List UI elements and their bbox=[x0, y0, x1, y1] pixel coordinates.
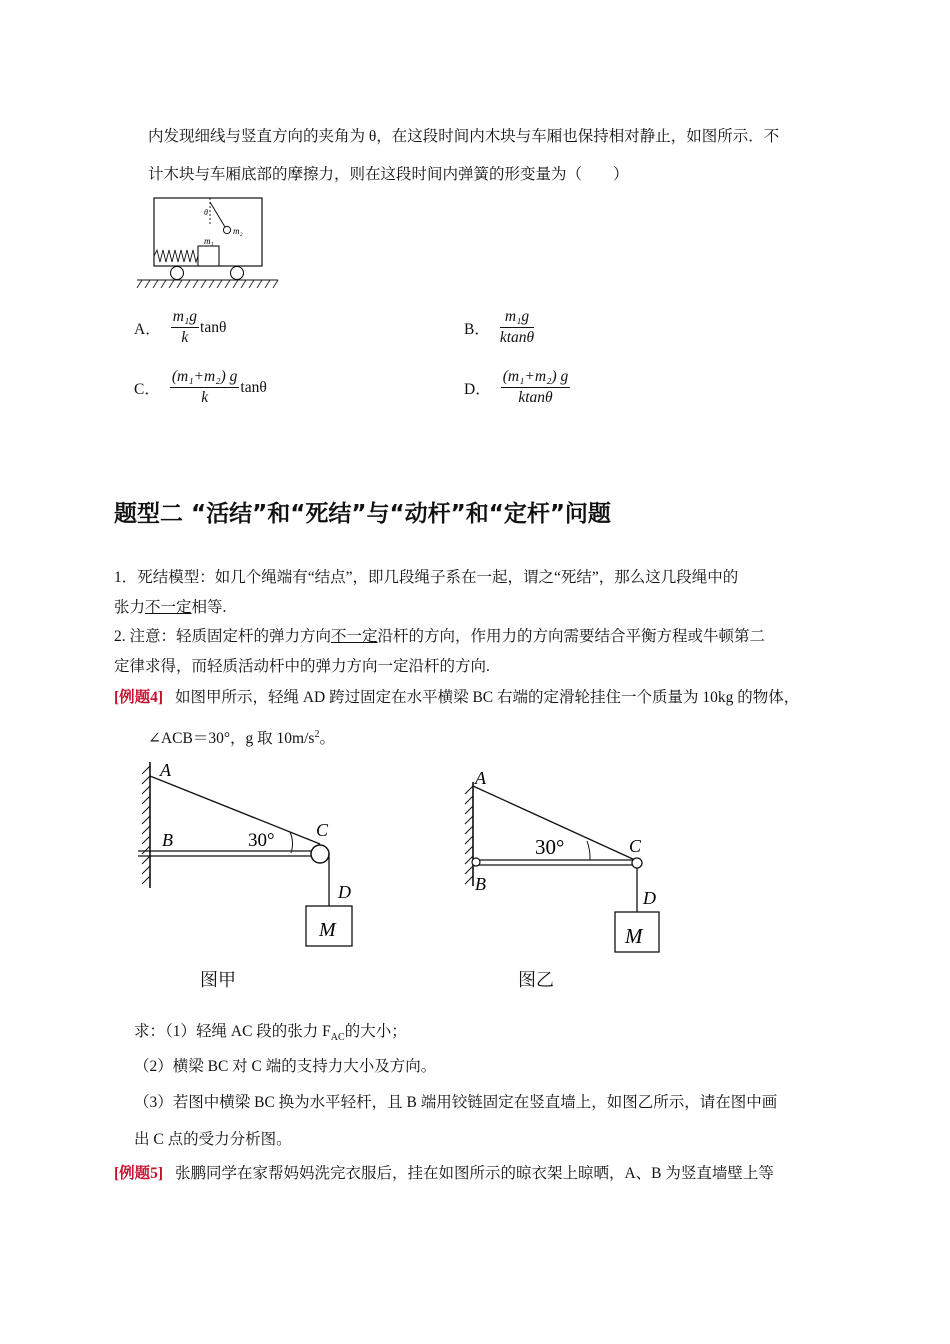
question-2: （2）横梁 BC 对 C 端的支持力大小及方向。 bbox=[134, 1058, 437, 1075]
section-title: 题型二 “活结”和“死结”与“动杆”和“定杆”问题 bbox=[114, 501, 611, 527]
option-c-denominator: k bbox=[201, 389, 209, 406]
note-2-post: 沿杆的方向，作用力的方向需要结合平衡方程或牛顿第二 bbox=[377, 628, 766, 645]
option-d-label: D． bbox=[464, 380, 491, 398]
question-1 bbox=[134, 1022, 407, 1048]
theta-label: θ bbox=[204, 208, 208, 217]
example-4-line-2 bbox=[148, 725, 335, 749]
option-c-suffix: tanθ bbox=[240, 378, 267, 396]
note-1-post: 相等. bbox=[191, 599, 227, 616]
option-a[interactable] bbox=[134, 308, 226, 347]
yi-label-a: A bbox=[475, 768, 486, 788]
note-2-line-1 bbox=[114, 627, 765, 647]
jia-angle: 30° bbox=[248, 830, 275, 851]
option-b[interactable] bbox=[464, 308, 534, 347]
yi-label-d: D bbox=[643, 888, 656, 908]
option-d-fraction bbox=[501, 368, 571, 407]
option-d-denominator: ktanθ bbox=[518, 389, 553, 406]
option-c-numerator: (m₁+m₂) g bbox=[170, 368, 240, 388]
jia-label-c: C bbox=[316, 820, 329, 840]
question-1-pre: 求：（1）轻绳 AC 段的张力 F bbox=[134, 1023, 331, 1040]
option-a-denominator: k bbox=[181, 329, 189, 346]
figure-yi bbox=[455, 762, 685, 962]
option-c-label: C． bbox=[134, 380, 160, 398]
option-a-suffix: tanθ bbox=[200, 318, 227, 336]
question-3-line-1: （3）若图中横梁 BC 换为水平轻杆，且 B 端用铰链固定在竖直墙上，如图乙所示，请在图中画 bbox=[134, 1094, 778, 1111]
option-d[interactable] bbox=[464, 368, 570, 407]
option-a-numerator: m₁g bbox=[171, 308, 199, 328]
note-1-line-1: 1．死结模型：如几个绳端有“结点”，即几段绳子系在一起，谓之“死结”，那么这几段绳中的 bbox=[114, 569, 739, 586]
caption-yi: 图乙 bbox=[518, 970, 554, 991]
example-5-tag: [例题5] bbox=[114, 1165, 164, 1182]
note-2-pre: 2. 注意：轻质固定杆的弹力方向 bbox=[114, 628, 332, 645]
note-2-underlined: 不一定 bbox=[331, 628, 378, 645]
question-1-post: 的大小； bbox=[344, 1023, 407, 1040]
yi-mass-label: M bbox=[625, 924, 643, 948]
note-2-line-2: 定律求得，而轻质活动杆中的弹力方向一定沿杆的方向. bbox=[114, 658, 490, 675]
example-4-line-2-pre: ∠ACB＝30°，g 取 10m/s bbox=[148, 730, 315, 748]
option-b-fraction bbox=[500, 308, 534, 347]
example-5-text: 张鹏同学在家帮妈妈洗完衣服后，挂在如图所示的晾衣架上晾晒，A、B 为竖直墙壁上等 bbox=[174, 1165, 774, 1182]
option-a-fraction bbox=[171, 308, 199, 347]
example-4-superscript: 2 bbox=[314, 729, 320, 740]
example-4-text: 如图甲所示，轻绳 AD 跨过固定在水平横梁 BC 右端的定滑轮挂住一个质量为 10kg 的物体， bbox=[174, 689, 800, 706]
yi-label-b: B bbox=[475, 874, 486, 894]
option-c[interactable] bbox=[134, 368, 267, 407]
m2-label: m₂ bbox=[233, 226, 243, 236]
question-1-subscript: AC bbox=[330, 1032, 345, 1044]
cart-figure bbox=[132, 192, 282, 292]
jia-mass-label: M bbox=[319, 919, 336, 941]
figure-jia bbox=[134, 756, 364, 956]
example-4-line-2-post: 。 bbox=[319, 730, 335, 748]
note-1-line-2 bbox=[114, 598, 226, 618]
intro-line-2: 计木块与车厢底部的摩擦力，则在这段时间内弹簧的形变量为（ ） bbox=[148, 166, 629, 183]
jia-label-b: B bbox=[162, 830, 173, 850]
note-1-pre: 张力 bbox=[114, 599, 146, 616]
option-b-denominator: ktanθ bbox=[499, 329, 535, 346]
m1-label: m₁ bbox=[204, 236, 214, 246]
spring bbox=[154, 250, 198, 262]
option-b-numerator: m₁g bbox=[500, 308, 534, 328]
example-4-line-1 bbox=[114, 688, 799, 708]
option-b-label: B． bbox=[464, 320, 490, 338]
jia-label-d: D bbox=[338, 882, 351, 902]
example-5-line-1 bbox=[114, 1164, 774, 1184]
option-d-numerator: (m₁+m₂) g bbox=[501, 368, 571, 388]
jia-label-a: A bbox=[160, 760, 171, 780]
yi-angle: 30° bbox=[535, 835, 565, 859]
example-4-tag: [例题4] bbox=[114, 689, 164, 706]
question-3-line-2: 出 C 点的受力分析图。 bbox=[134, 1131, 292, 1148]
option-a-label: A． bbox=[134, 320, 161, 338]
option-c-fraction bbox=[170, 368, 240, 407]
note-1-underlined: 不一定 bbox=[145, 599, 192, 616]
intro-line-1: 内发现细线与竖直方向的夹角为 θ，在这段时间内木块与车厢也保持相对静止，如图所示．不 bbox=[148, 128, 780, 145]
yi-label-c: C bbox=[629, 836, 642, 856]
caption-jia: 图甲 bbox=[200, 970, 236, 991]
